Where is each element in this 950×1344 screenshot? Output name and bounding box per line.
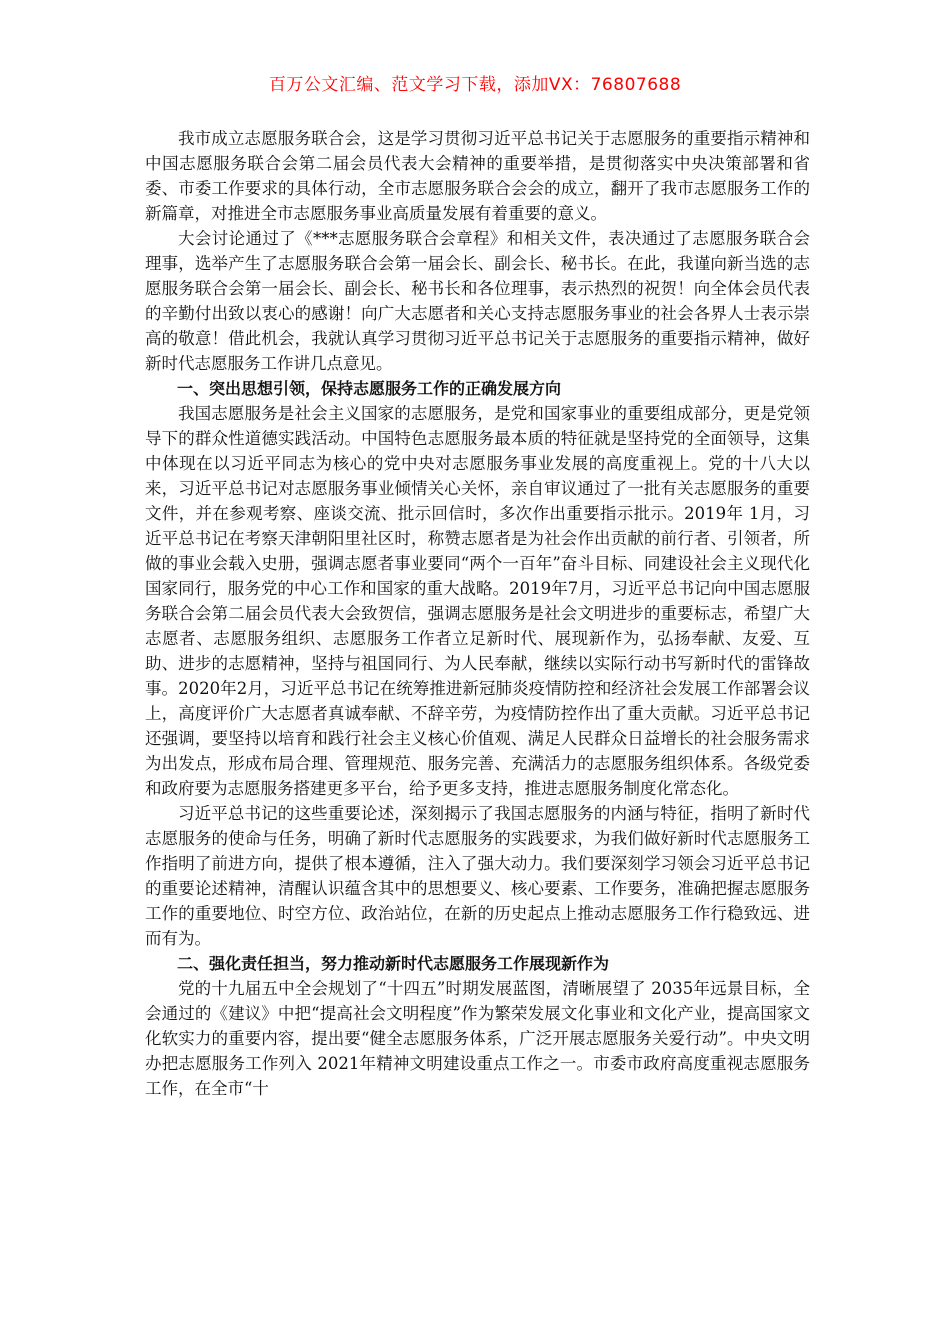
paragraph-intro: 我市成立志愿服务联合会，这是学习贯彻习近平总书记关于志愿服务的重要指示精神和中国志愿服务联合会第二届会员代表大会精神的重要举措，是贯彻落实中央决策部署和省委、市委工作要求的具体行动，全市志愿服务联合会会的成立，翻开了我市志愿服务工作的新篇章，对推进全市志愿服务事业高质量发展有着重要的意义。 [145, 129, 810, 223]
paragraph-section-2-body: 党的十九届五中全会规划了“十四五”时期发展蓝图，清晰展望了 2035年远景目标，全会通过的《建议》中把“提高社会文明程度”作为繁荣发展文化事业和文化产业，提高国家文化软实力的重要内容，提出要“健全志愿服务体系，广泛开展志愿服务关爱行动”。中央文明办把志愿服务工作列入 2021年精神文明建设重点工作之一。市委市政府高度重视志愿服务工作，在全市“十 [145, 979, 810, 1098]
paragraph-section-1-summary: 习近平总书记的这些重要论述，深刻揭示了我国志愿服务的内涵与特征，指明了新时代志愿服务的使命与任务，明确了新时代志愿服务的实践要求，为我们做好新时代志愿服务工作指明了前进方向，提供了根本遵循，注入了强大动力。我们要深刻学习领会习近平总书记的重要论述精神，清醒认识蕴含其中的思想要义、核心要素、工作要务，准确把握志愿服务工作的重要地位、时空方位、政治站位，在新的历史起点上推动志愿服务工作行稳致远、进而有为。 [145, 804, 810, 948]
paragraph-congratulations: 大会讨论通过了《***志愿服务联合会章程》和相关文件，表决通过了志愿服务联合会理事，选举产生了志愿服务联合会第一届会长、副会长、秘书长。在此，我谨向新当选的志愿服务联合会第一届会长、副会长、秘书长和各位理事，表示热烈的祝贺！向全体会员代表的辛勤付出致以衷心的感谢！向广大志愿者和关心支持志愿服务事业的社会各界人士表示崇高的敬意！借此机会，我就认真学习贯彻习近平总书记关于志愿服务的重要指示精神，做好新时代志愿服务工作讲几点意见。 [145, 229, 810, 373]
page-header-watermark: 百万公文汇编、范文学习下载，添加VX：76807688 [268, 75, 682, 95]
section-heading-2: 二、强化责任担当，努力推动新时代志愿服务工作展现新作为 [177, 954, 610, 973]
paragraph-section-1-body: 我国志愿服务是社会主义国家的志愿服务，是党和国家事业的重要组成部分，更是党领导下的群众性道德实践活动。中国特色志愿服务最本质的特征就是坚持党的全面领导，这集中体现在以习近平同志为核心的党中央对志愿服务事业发展的高度重视上。党的十八大以来，习近平总书记对志愿服务事业倾情关心关怀，亲自审议通过了一批有关志愿服务的重要文件，并在参观考察、座谈交流、批示回信时，多次作出重要指示批示。2019年 1月，习近平总书记在考察天津朝阳里社区时，称赞志愿者是为社会作出贡献的前行者、引领者，所做的事业会载入史册，强调志愿者事业要同“两个一百年”奋斗目标、同建设社会主义现代化国家同行，服务党的中心工作和国家的重大战略。2019年7月，习近平总书记向中国志愿服务联合会第二届会员代表大会致贺信，强调志愿服务是社会文明进步的重要标志，希望广大志愿者、志愿服务组织、志愿服务工作者立足新时代、展现新作为，弘扬奉献、友爱、互助、进步的志愿精神，坚持与祖国同行、为人民奉献，继续以实际行动书写新时代的雷锋故事。2020年2月，习近平总书记在统筹推进新冠肺炎疫情防控和经济社会发展工作部署会议上，高度评价广大志愿者真诚奉献、不辞辛劳，为疫情防控作出了重大贡献。习近平总书记还强调，要坚持以培育和践行社会主义核心价值观、满足人民群众日益增长的社会服务需求为出发点，形成布局合理、管理规范、服务完善、充满活力的志愿服务组织体系。各级党委和政府要为志愿服务搭建更多平台，给予更多支持，推进志愿服务制度化常态化。 [145, 404, 810, 798]
section-heading-1: 一、突出思想引领，保持志愿服务工作的正确发展方向 [177, 379, 562, 398]
document-body [145, 126, 810, 1101]
